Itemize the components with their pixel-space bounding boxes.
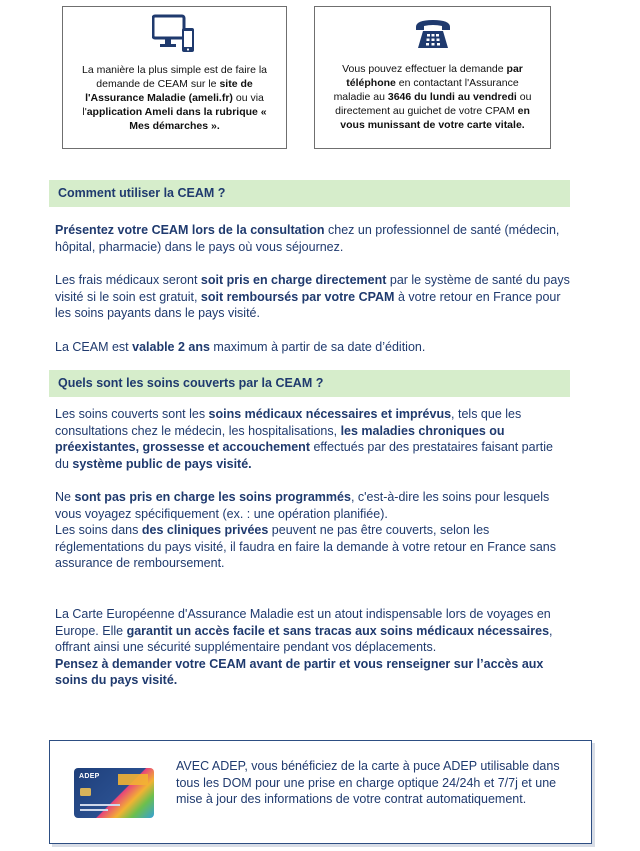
text-segment: maximum à partir de sa date d’édition. xyxy=(209,340,426,354)
text-bold: valable 2 ans xyxy=(132,340,210,354)
text-segment: , tels que les consultations chez le médecin, les hospitalisations, xyxy=(55,407,522,438)
text-bold: sont pas pris en charge les soins programmés xyxy=(74,490,351,504)
phone-request-text xyxy=(315,51,550,132)
card-number-line xyxy=(80,809,108,811)
text-bold: des cliniques privées xyxy=(141,523,269,537)
text-bold: soit pris en charge directement xyxy=(200,273,387,287)
text-segment: à votre retour en France pour les soins payants dans le pays visité. xyxy=(55,289,561,320)
usage-paragraph-3 xyxy=(55,339,570,356)
phone-number-highlight: 3646 du lundi au vendredi xyxy=(387,91,517,103)
adep-card-image xyxy=(74,768,154,818)
usage-paragraph-1 xyxy=(55,222,570,255)
text-segment: La Carte Européenne d'Assurance Maladie est un atout indispensable lors de voyages en Europe. Elle xyxy=(55,607,551,638)
text-segment: Les frais médicaux seront xyxy=(55,273,201,287)
text-segment: par le système de santé du pays visité si le soin est gratuit, xyxy=(55,273,570,304)
text-bold: les maladies chroniques ou préexistantes, grossesse et accouchement xyxy=(55,423,505,454)
text-segment: , offrant ainsi une sécurité supplémentaire pendant vos déplacements. xyxy=(55,623,553,654)
text-bold: Présentez votre CEAM lors de la consultation xyxy=(55,223,325,237)
text-bold: soit remboursés par votre CPAM xyxy=(200,289,395,304)
text-segment: La CEAM est xyxy=(55,340,133,354)
text-bold: système public de pays visité. xyxy=(72,456,252,471)
text-segment: en contactant l'Assurance maladie au xyxy=(333,77,519,103)
vitale-card-highlight: en vous munissant de votre carte vitale. xyxy=(340,105,530,131)
card-stripe xyxy=(118,774,148,785)
ameli-app-highlight: application Ameli dans la rubrique « Mes démarches ». xyxy=(86,106,267,132)
adep-promo-box xyxy=(49,740,592,844)
online-request-text xyxy=(63,54,286,133)
telephone-icon xyxy=(414,17,452,51)
text-segment: , c'est-à-dire les soins pour lesquels vous voyagez spécifiquement (ex. : une opération planifiée). xyxy=(55,490,550,521)
text-segment: ou directement au guichet de votre CPAM xyxy=(335,91,532,117)
conclusion-paragraph xyxy=(55,606,570,689)
call-to-action-text: Pensez à demander votre CEAM avant de partir et vous renseigner sur l’accès aux soins du pays visité. xyxy=(55,656,544,687)
computer-tablet-icon xyxy=(152,14,198,54)
text-bold: soins médicaux nécessaires et imprévus xyxy=(208,407,452,421)
text-segment: Les soins dans xyxy=(55,523,142,537)
online-request-box xyxy=(62,6,287,149)
coverage-paragraph-2 xyxy=(55,489,570,572)
card-number-line xyxy=(80,804,120,806)
text-segment: ou via l' xyxy=(82,92,264,118)
text-segment: chez un professionnel de santé (médecin, hôpital, pharmacie) dans le pays où vous séjournez. xyxy=(55,223,560,254)
text-segment: effectués par des prestataires faisant partie du xyxy=(55,440,553,471)
adep-promo-text: AVEC ADEP, vous bénéficiez de la carte à puce ADEP utilisable dans tous les DOM pour une prise en charge optique 24/24h et 7/7j et une mise à jour des informations de votre contrat automatiquement. xyxy=(176,759,560,806)
text-segment: Ne xyxy=(55,490,75,504)
coverage-paragraph-1 xyxy=(55,406,570,472)
card-chip-icon xyxy=(80,788,91,796)
text-segment: La manière la plus simple est de faire la demande de CEAM sur le xyxy=(81,64,267,90)
text-segment: Les soins couverts sont les xyxy=(55,407,209,421)
section-heading-coverage: Quels sont les soins couverts par la CEAM ? xyxy=(49,370,570,397)
text-segment: Vous pouvez effectuer la demande xyxy=(342,63,507,75)
usage-paragraph-2 xyxy=(55,272,570,322)
ameli-site-highlight: site de l'Assurance Maladie (ameli.fr) xyxy=(85,78,253,104)
section-heading-usage: Comment utiliser la CEAM ? xyxy=(49,180,570,207)
phone-request-box xyxy=(314,6,551,149)
adep-logo: ADEP xyxy=(79,773,100,780)
text-bold: garantit un accès facile et sans tracas aux soins médicaux nécessaires xyxy=(126,623,550,638)
text-segment: peuvent ne pas être couverts, selon les réglementations du pays visité, il faudra en faire la demande à votre retour en France sans assurance de remboursement. xyxy=(55,523,556,570)
phone-highlight: par téléphone xyxy=(346,63,523,89)
